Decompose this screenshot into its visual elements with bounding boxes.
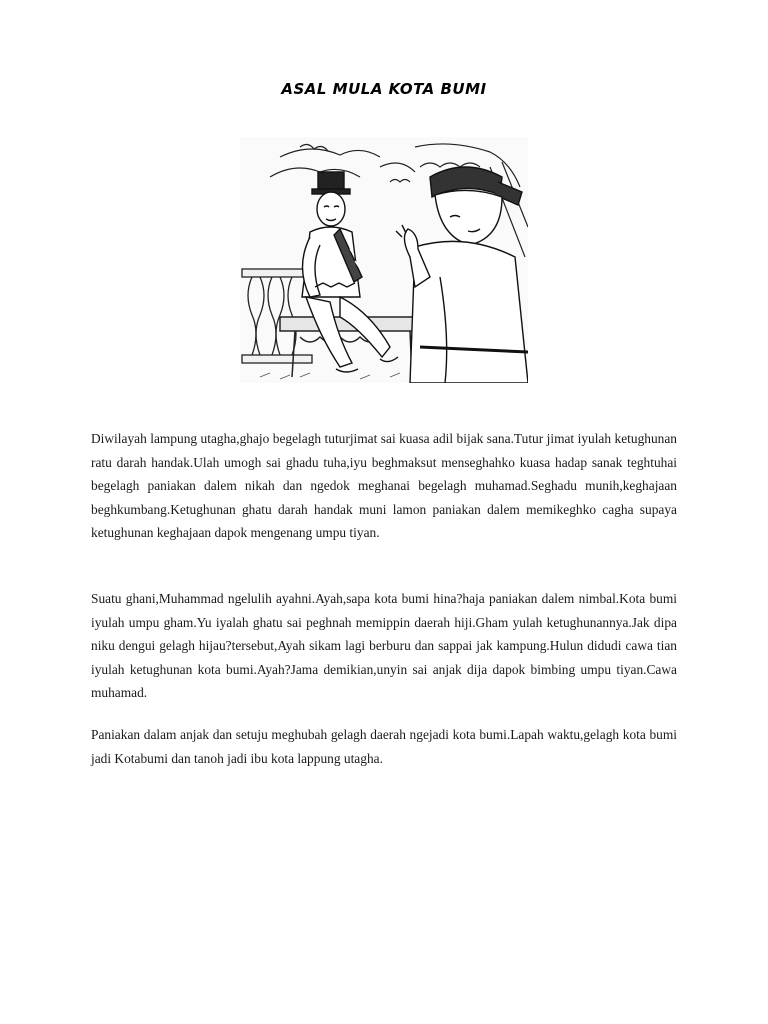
paragraph-1: Diwilayah lampung utagha,ghajo begelagh tuturjimat sai kuasa adil bijak sana.Tutur jimat iyulah ketughunan ratu darah handak.Ulah umogh sai ghadu tuha,iyu beghmaksut menseghahko kuasa hadap sanak teghtuhai begelagh paniakan dalem nikah dan ngedok meghanai begelagh muhamad.Seghadu munih,keghajaan beghkumbang.Ketughunan ghatu darah handak muni lamon paniakan dalem memikeghko cagha supaya ketughunan keghajaan dapok mengenang umpu tiyan. [91,431,677,541]
paragraph-2: Suatu ghani,Muhammad ngelulih ayahni.Ayah,sapa kota bumi hina?haja paniakan dalem nimbal.Kota bumi iyulah umpu gham.Yu iyalah ghatu sai peghnah memippin daerah hiji.Gham yulah ketughunannya.Jak dipa niku dengui gelagh hijau?tersebut,Ayah sikam lagi berburu dan sappai jak kampung.Hulun didudi cawa tian iyulah ketughunan kota bumi.Ayah?Jama demikian,unyin sai anjak dija dapok bimbing umpu tiyan.Cawa muhamad. [91,591,677,701]
illustration-drawing [240,137,528,383]
document-title: ASAL MULA KOTA BUMI [281,80,487,98]
story-illustration [240,137,528,383]
paragraph-3: Paniakan dalam anjak dan setuju meghubah gelagh daerah ngejadi kota bumi.Lapah waktu,gelagh kota bumi jadi Kotabumi dan tanoh jadi ibu kota lappung utagha. [91,727,677,766]
